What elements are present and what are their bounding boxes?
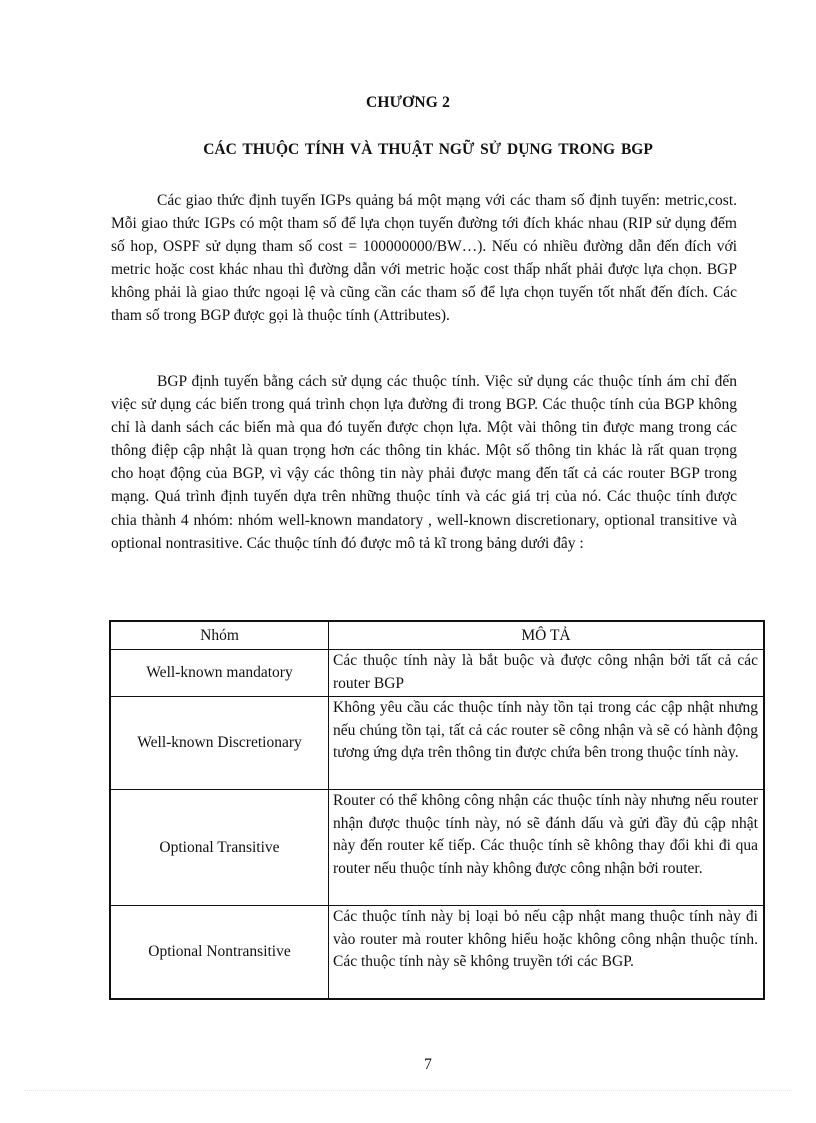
group-cell: Optional Nontransitive	[110, 906, 329, 999]
table-row	[110, 650, 764, 697]
table-row	[110, 906, 764, 999]
header-description: MÔ TẢ	[329, 621, 765, 650]
paragraph-2	[111, 370, 737, 555]
header-group: Nhóm	[110, 621, 329, 650]
description-cell: Các thuộc tính này là bắt buộc và được công nhận bởi tất cả các router BGP	[329, 650, 765, 697]
group-cell: Well-known mandatory	[110, 650, 329, 697]
description-cell: Không yêu cầu các thuộc tính này tồn tại trong các cập nhật nhưng nếu chúng tồn tại, tất cả các router sẽ công nhận và sẽ có hành động tương ứng dựa trên thông tin được chứa bên trong thuộc tính này.	[329, 697, 765, 790]
table-row	[110, 697, 764, 790]
description-cell: Các thuộc tính này bị loại bỏ nếu cập nhật mang thuộc tính này đi vào router mà router không hiểu hoặc không công nhận thuộc tính. Các thuộc tính này sẽ không truyền tới các BGP.	[329, 906, 765, 999]
table-header-row	[110, 621, 764, 650]
page-number: 7	[424, 1056, 432, 1073]
paragraph-1	[111, 189, 737, 328]
description-cell: Router có thể không công nhận các thuộc tính này nhưng nếu router nhận được thuộc tính này, nó sẽ đánh dấu và gửi đầy đủ cập nhật này đến router kế tiếp. Các thuộc tính sẽ không thay đổi khi đi qua router nếu thuộc tính này không được công nhận bởi router.	[329, 790, 765, 906]
attributes-table	[109, 620, 765, 1000]
chapter-heading: CHƯƠNG 2	[365, 94, 451, 111]
table-row	[110, 790, 764, 906]
paragraph-2-text: BGP định tuyến bằng cách sử dụng các thuộc tính. Việc sử dụng các thuộc tính ám chỉ đến việc sử dụng các biến trong quá trình chọn lựa đường đi trong BGP. Các thuộc tính của BGP không chỉ là danh sách các biến mà qua đó tuyến được chọn lựa. Một vài thông tin được mang trong các thông điệp cập nhật là quan trọng hơn các thông tin khác. Một số thông tin khác là rất quan trọng cho hoạt động của BGP, vì vậy các thông tin này phải được mang đến tất cả các router BGP trong mạng. Quá trình định tuyến dựa trên những thuộc tính và các giá trị của nó. Các thuộc tính được chia thành 4 nhóm: nhóm well-known mandatory , well-known discretionary, optional transitive và optional nontrasitive. Các thuộc tính đó được mô tả kĩ trong bảng dưới đây :	[111, 373, 737, 552]
paragraph-1-text: Các giao thức định tuyến IGPs quảng bá một mạng với các tham số định tuyến: metric,cost. Mỗi giao thức IGPs có một tham số để lựa chọn tuyến đường tới đích khác nhau (RIP sử dụng đếm số hop, OSPF sử dụng tham số cost = 100000000/BW…). Nếu có nhiều đường dẫn đến đích với metric hoặc cost khác nhau thì đường dẫn với metric hoặc cost thấp nhất phải được lựa chọn. BGP không phải là giao thức ngoại lệ và cũng cần các tham số để lựa chọn tuyến tốt nhất đến đích. Các tham số trong BGP được gọi là thuộc tính (Attributes).	[111, 192, 737, 325]
group-cell: Well-known Discretionary	[110, 697, 329, 790]
group-cell: Optional Transitive	[110, 790, 329, 906]
chapter-title: CÁC THUỘC TÍNH VÀ THUẬT NGỮ SỬ DỤNG TRONG BGP	[203, 141, 653, 158]
footer-divider	[24, 1090, 792, 1091]
